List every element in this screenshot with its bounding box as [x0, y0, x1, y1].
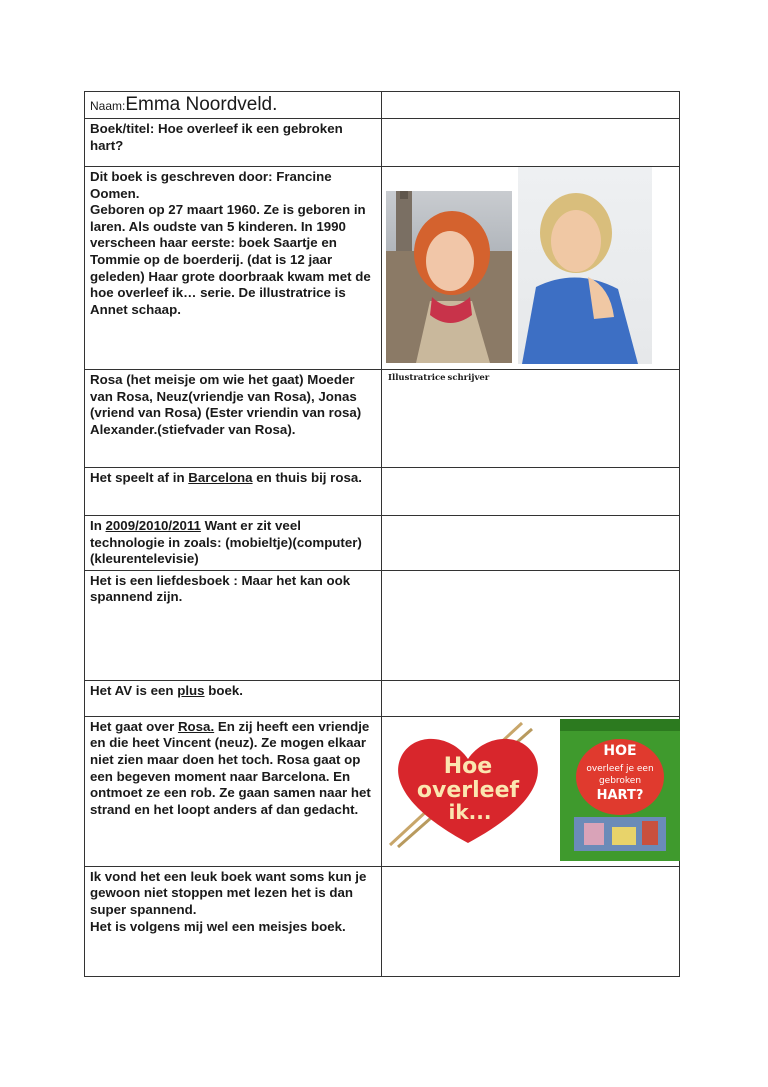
summary-prefix: Het gaat over — [90, 718, 178, 734]
writer-photo — [518, 167, 652, 364]
setting-place: Barcelona — [188, 470, 253, 485]
caption-cell — [382, 370, 680, 468]
time-prefix: In — [90, 518, 106, 533]
empty-cell — [382, 570, 680, 680]
cover-text-3: gebroken — [598, 775, 642, 786]
cover-text-4: HART? — [596, 787, 644, 803]
setting-cell — [85, 468, 382, 516]
opinion-text-2: Het is volgens mij wel een meisjes boek. — [90, 918, 346, 934]
av-suffix: boek. — [204, 682, 243, 698]
author-bio: Geboren op 27 maart 1960. Ze is geboren in laren. Als oudste van 5 kinderen. In 1990 verscheen haar eerste: boek Saartje en Tommie op de boerderij. (dat is 12 jaar geleden) Haar grote doorbraak kwam met de hoe overleef ik… serie. De illustratrice is Annet schaap. — [90, 202, 371, 317]
genre-text: Het is een liefdesboek : Maar het kan ook spannend zijn. — [90, 572, 351, 605]
setting-prefix: Het speelt af in — [90, 470, 189, 485]
heart-knitting-image — [382, 721, 554, 851]
av-prefix: Het AV is een — [90, 682, 178, 698]
student-name: Emma Noordveld. — [125, 94, 278, 115]
summary-cell — [85, 716, 382, 866]
heart-text-3: ik... — [448, 799, 492, 824]
opinion-text-1: Ik vond het een leuk boek want soms kun je gewoon niet stoppen met lezen het is dan super spannend. — [90, 868, 367, 917]
author-photos-cell — [382, 167, 680, 370]
characters-text: Rosa (het meisje om wie het gaat) Moeder van Rosa, Neuz(vriendje van Rosa), Jonas (vriend van Rosa) (Ester vriendin van rosa) Alexander.(stiefvader van Rosa). — [90, 372, 362, 437]
illustrator-photo — [386, 191, 512, 363]
book-cover-image — [560, 719, 680, 861]
characters-cell — [85, 370, 382, 468]
heart-text-2: overleef — [416, 777, 520, 803]
author-intro: Dit boek is geschreven door: Francine Oomen. — [90, 169, 332, 201]
empty-cell — [382, 92, 680, 119]
time-cell — [85, 516, 382, 571]
book-report-table — [84, 91, 680, 977]
book-title: Boek/titel: Hoe overleef ik een gebroken hart? — [90, 121, 343, 153]
genre-cell — [85, 570, 382, 680]
time-years: 2009/2010/2011 — [105, 518, 201, 533]
summary-text: En zij heeft een vriendje en die heet Vincent (neuz). Ze mogen elkaar niet zien maar doen het toch. Rosa gaat op een begeven moment naar Barcelona. En ontmoet ze een rob. Ze gaan samen naar het strand en het loopt anders af dan gedacht. — [90, 718, 371, 817]
av-level: plus — [177, 682, 205, 698]
time-suffix: Want er zit veel technologie in zoals: (mobieltje)(computer)(kleurentelevisie) — [90, 518, 362, 567]
cover-text-1: HOE — [603, 742, 637, 759]
empty-cell — [382, 680, 680, 716]
title-cell — [85, 119, 382, 167]
summary-name: Rosa. — [177, 718, 215, 734]
empty-cell — [382, 119, 680, 167]
author-cell — [85, 167, 382, 370]
opinion-cell — [85, 866, 382, 976]
writer-caption: schrijver — [447, 373, 490, 383]
name-cell — [85, 92, 382, 119]
name-label: Naam: — [90, 99, 126, 113]
illustrator-caption: Illustratrice — [388, 373, 446, 383]
empty-cell — [382, 468, 680, 516]
heart-text-1: Hoe — [443, 753, 493, 779]
setting-suffix: en thuis bij rosa. — [252, 470, 362, 485]
book-images-cell — [382, 716, 680, 866]
av-cell — [85, 680, 382, 716]
cover-text-2: overleef je een — [586, 763, 654, 774]
empty-cell — [382, 866, 680, 976]
empty-cell — [382, 516, 680, 571]
